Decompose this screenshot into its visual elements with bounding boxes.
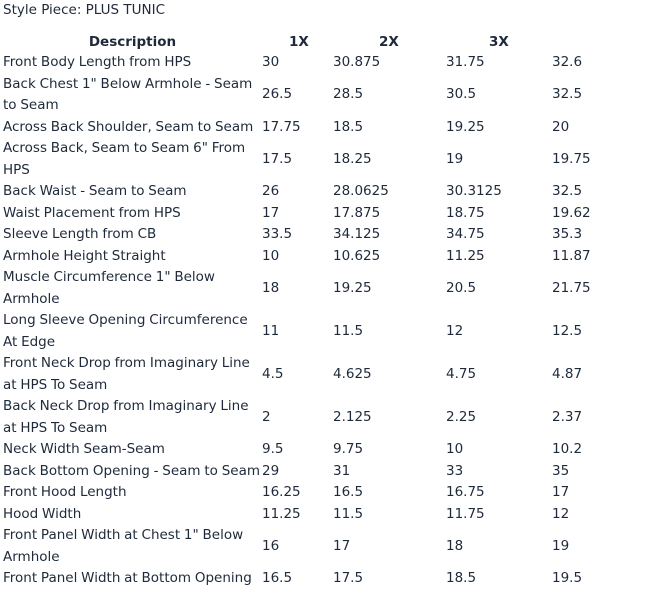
- value-1x: 11: [262, 322, 280, 339]
- value-1x: 33.5: [262, 226, 293, 242]
- value-4x: 19: [552, 537, 570, 554]
- header-1x: 1X: [289, 34, 309, 50]
- value-4x: 4.87: [552, 365, 583, 382]
- table-row: [0, 353, 660, 396]
- table-row: [0, 310, 660, 353]
- value-4x: 32.6: [552, 54, 583, 70]
- table-row: [0, 525, 660, 568]
- table-row: [0, 203, 660, 225]
- table-row: [0, 52, 660, 74]
- table-row: [0, 267, 660, 310]
- value-1x: 2: [262, 408, 271, 425]
- value-4x: 35: [552, 462, 570, 479]
- value-3x: 11.75: [446, 505, 485, 522]
- value-3x: 11.25: [446, 247, 485, 264]
- measurement-description: Back Chest 1" Below Armhole - Seam to Seam: [3, 75, 253, 113]
- table-row: [0, 224, 660, 246]
- value-3x: 12: [446, 322, 464, 339]
- value-3x: 16.75: [446, 484, 485, 500]
- value-4x: 32.5: [552, 183, 583, 199]
- value-2x: 4.625: [333, 365, 372, 382]
- measurement-description: Across Back Shoulder, Seam to Seam: [3, 118, 254, 135]
- value-2x: 30.875: [333, 54, 381, 70]
- value-3x: 18.5: [446, 570, 477, 586]
- value-2x: 9.75: [333, 441, 364, 457]
- value-2x: 18.25: [333, 150, 372, 167]
- table-row: [0, 117, 660, 139]
- measurement-description: Waist Placement from HPS: [3, 204, 181, 221]
- spec-table-body: [0, 52, 660, 590]
- value-3x: 34.75: [446, 226, 485, 242]
- value-1x: 26: [262, 183, 280, 199]
- table-row: [0, 504, 660, 526]
- value-4x: 20: [552, 118, 570, 135]
- style-piece-title: Style Piece: PLUS TUNIC: [3, 2, 166, 18]
- table-row: [0, 246, 660, 268]
- value-3x: 30.3125: [446, 183, 502, 199]
- measurement-description: Front Neck Drop from Imaginary Line at HPS To Seam: [3, 355, 250, 393]
- header-description: Description: [88, 34, 177, 50]
- value-2x: 18.5: [333, 118, 364, 135]
- header-4x: [551, 32, 660, 52]
- value-2x: 11.5: [333, 505, 364, 522]
- value-3x: 33: [446, 462, 464, 479]
- value-3x: 10: [446, 441, 464, 457]
- value-1x: 17.5: [262, 150, 293, 167]
- value-4x: 11.87: [552, 247, 591, 264]
- value-2x: 17.875: [333, 204, 381, 221]
- table-row: [0, 181, 660, 203]
- measurement-description: Neck Width Seam-Seam: [3, 441, 165, 457]
- value-1x: 10: [262, 247, 280, 264]
- value-4x: 12.5: [552, 322, 583, 339]
- value-2x: 17.5: [333, 570, 364, 586]
- value-2x: 16.5: [333, 484, 364, 500]
- measurement-description: Back Neck Drop from Imaginary Line at HPS To Seam: [3, 398, 249, 436]
- header-row: [0, 32, 660, 52]
- measurement-description: Front Panel Width at Bottom Opening: [3, 570, 252, 586]
- table-row: [0, 439, 660, 461]
- value-2x: 2.125: [333, 408, 372, 425]
- value-1x: 16.25: [262, 484, 301, 500]
- value-1x: 17.75: [262, 118, 301, 135]
- value-4x: 19.5: [552, 570, 583, 586]
- value-1x: 30: [262, 54, 280, 70]
- table-row: [0, 482, 660, 504]
- header-3x: 3X: [489, 34, 509, 50]
- measurement-description: Long Sleeve Opening Circumference At Edge: [3, 312, 248, 350]
- value-3x: 30.5: [446, 86, 477, 103]
- measurement-description: Front Panel Width at Chest 1" Below Armhole: [3, 527, 244, 565]
- value-4x: 10.2: [552, 441, 583, 457]
- measurement-description: Armhole Height Straight: [3, 247, 166, 264]
- value-2x: 19.25: [333, 279, 372, 296]
- value-3x: 31.75: [446, 54, 485, 70]
- value-1x: 17: [262, 204, 280, 221]
- value-2x: 34.125: [333, 226, 381, 242]
- spec-table: [0, 32, 660, 590]
- value-3x: 19.25: [446, 118, 485, 135]
- value-4x: 2.37: [552, 408, 583, 425]
- value-2x: 10.625: [333, 247, 381, 264]
- table-row: [0, 396, 660, 439]
- value-1x: 29: [262, 462, 280, 479]
- measurement-description: Sleeve Length from CB: [3, 226, 157, 242]
- measurement-description: Front Body Length from HPS: [3, 54, 192, 70]
- value-3x: 19: [446, 150, 464, 167]
- value-2x: 17: [333, 537, 351, 554]
- measurement-description: Back Waist - Seam to Seam: [3, 183, 187, 199]
- value-3x: 18: [446, 537, 464, 554]
- value-1x: 4.5: [262, 365, 284, 382]
- value-4x: 19.62: [552, 204, 591, 221]
- table-row: [0, 74, 660, 117]
- value-4x: 19.75: [552, 150, 591, 167]
- value-2x: 28.5: [333, 86, 364, 103]
- value-4x: 35.3: [552, 226, 583, 242]
- value-3x: 18.75: [446, 204, 485, 221]
- measurement-description: Hood Width: [3, 505, 82, 522]
- table-row: [0, 138, 660, 181]
- value-1x: 16: [262, 537, 280, 554]
- value-4x: 12: [552, 505, 570, 522]
- value-1x: 16.5: [262, 570, 293, 586]
- value-3x: 2.25: [446, 408, 477, 425]
- header-2x: 2X: [379, 34, 399, 50]
- measurement-description: Back Bottom Opening - Seam to Seam: [3, 462, 260, 479]
- value-4x: 21.75: [552, 279, 591, 296]
- measurement-description: Front Hood Length: [3, 484, 127, 500]
- table-row: [0, 461, 660, 483]
- value-3x: 20.5: [446, 279, 477, 296]
- value-1x: 11.25: [262, 505, 301, 522]
- measurement-description: Muscle Circumference 1" Below Armhole: [3, 269, 215, 307]
- value-1x: 18: [262, 279, 280, 296]
- value-2x: 31: [333, 462, 351, 479]
- value-4x: 17: [552, 484, 570, 500]
- value-4x: 32.5: [552, 86, 583, 103]
- value-2x: 11.5: [333, 322, 364, 339]
- value-2x: 28.0625: [333, 183, 389, 199]
- value-3x: 4.75: [446, 365, 477, 382]
- measurement-description: Across Back, Seam to Seam 6" From HPS: [3, 140, 246, 178]
- value-1x: 26.5: [262, 86, 293, 103]
- table-row: [0, 568, 660, 590]
- value-1x: 9.5: [262, 441, 284, 457]
